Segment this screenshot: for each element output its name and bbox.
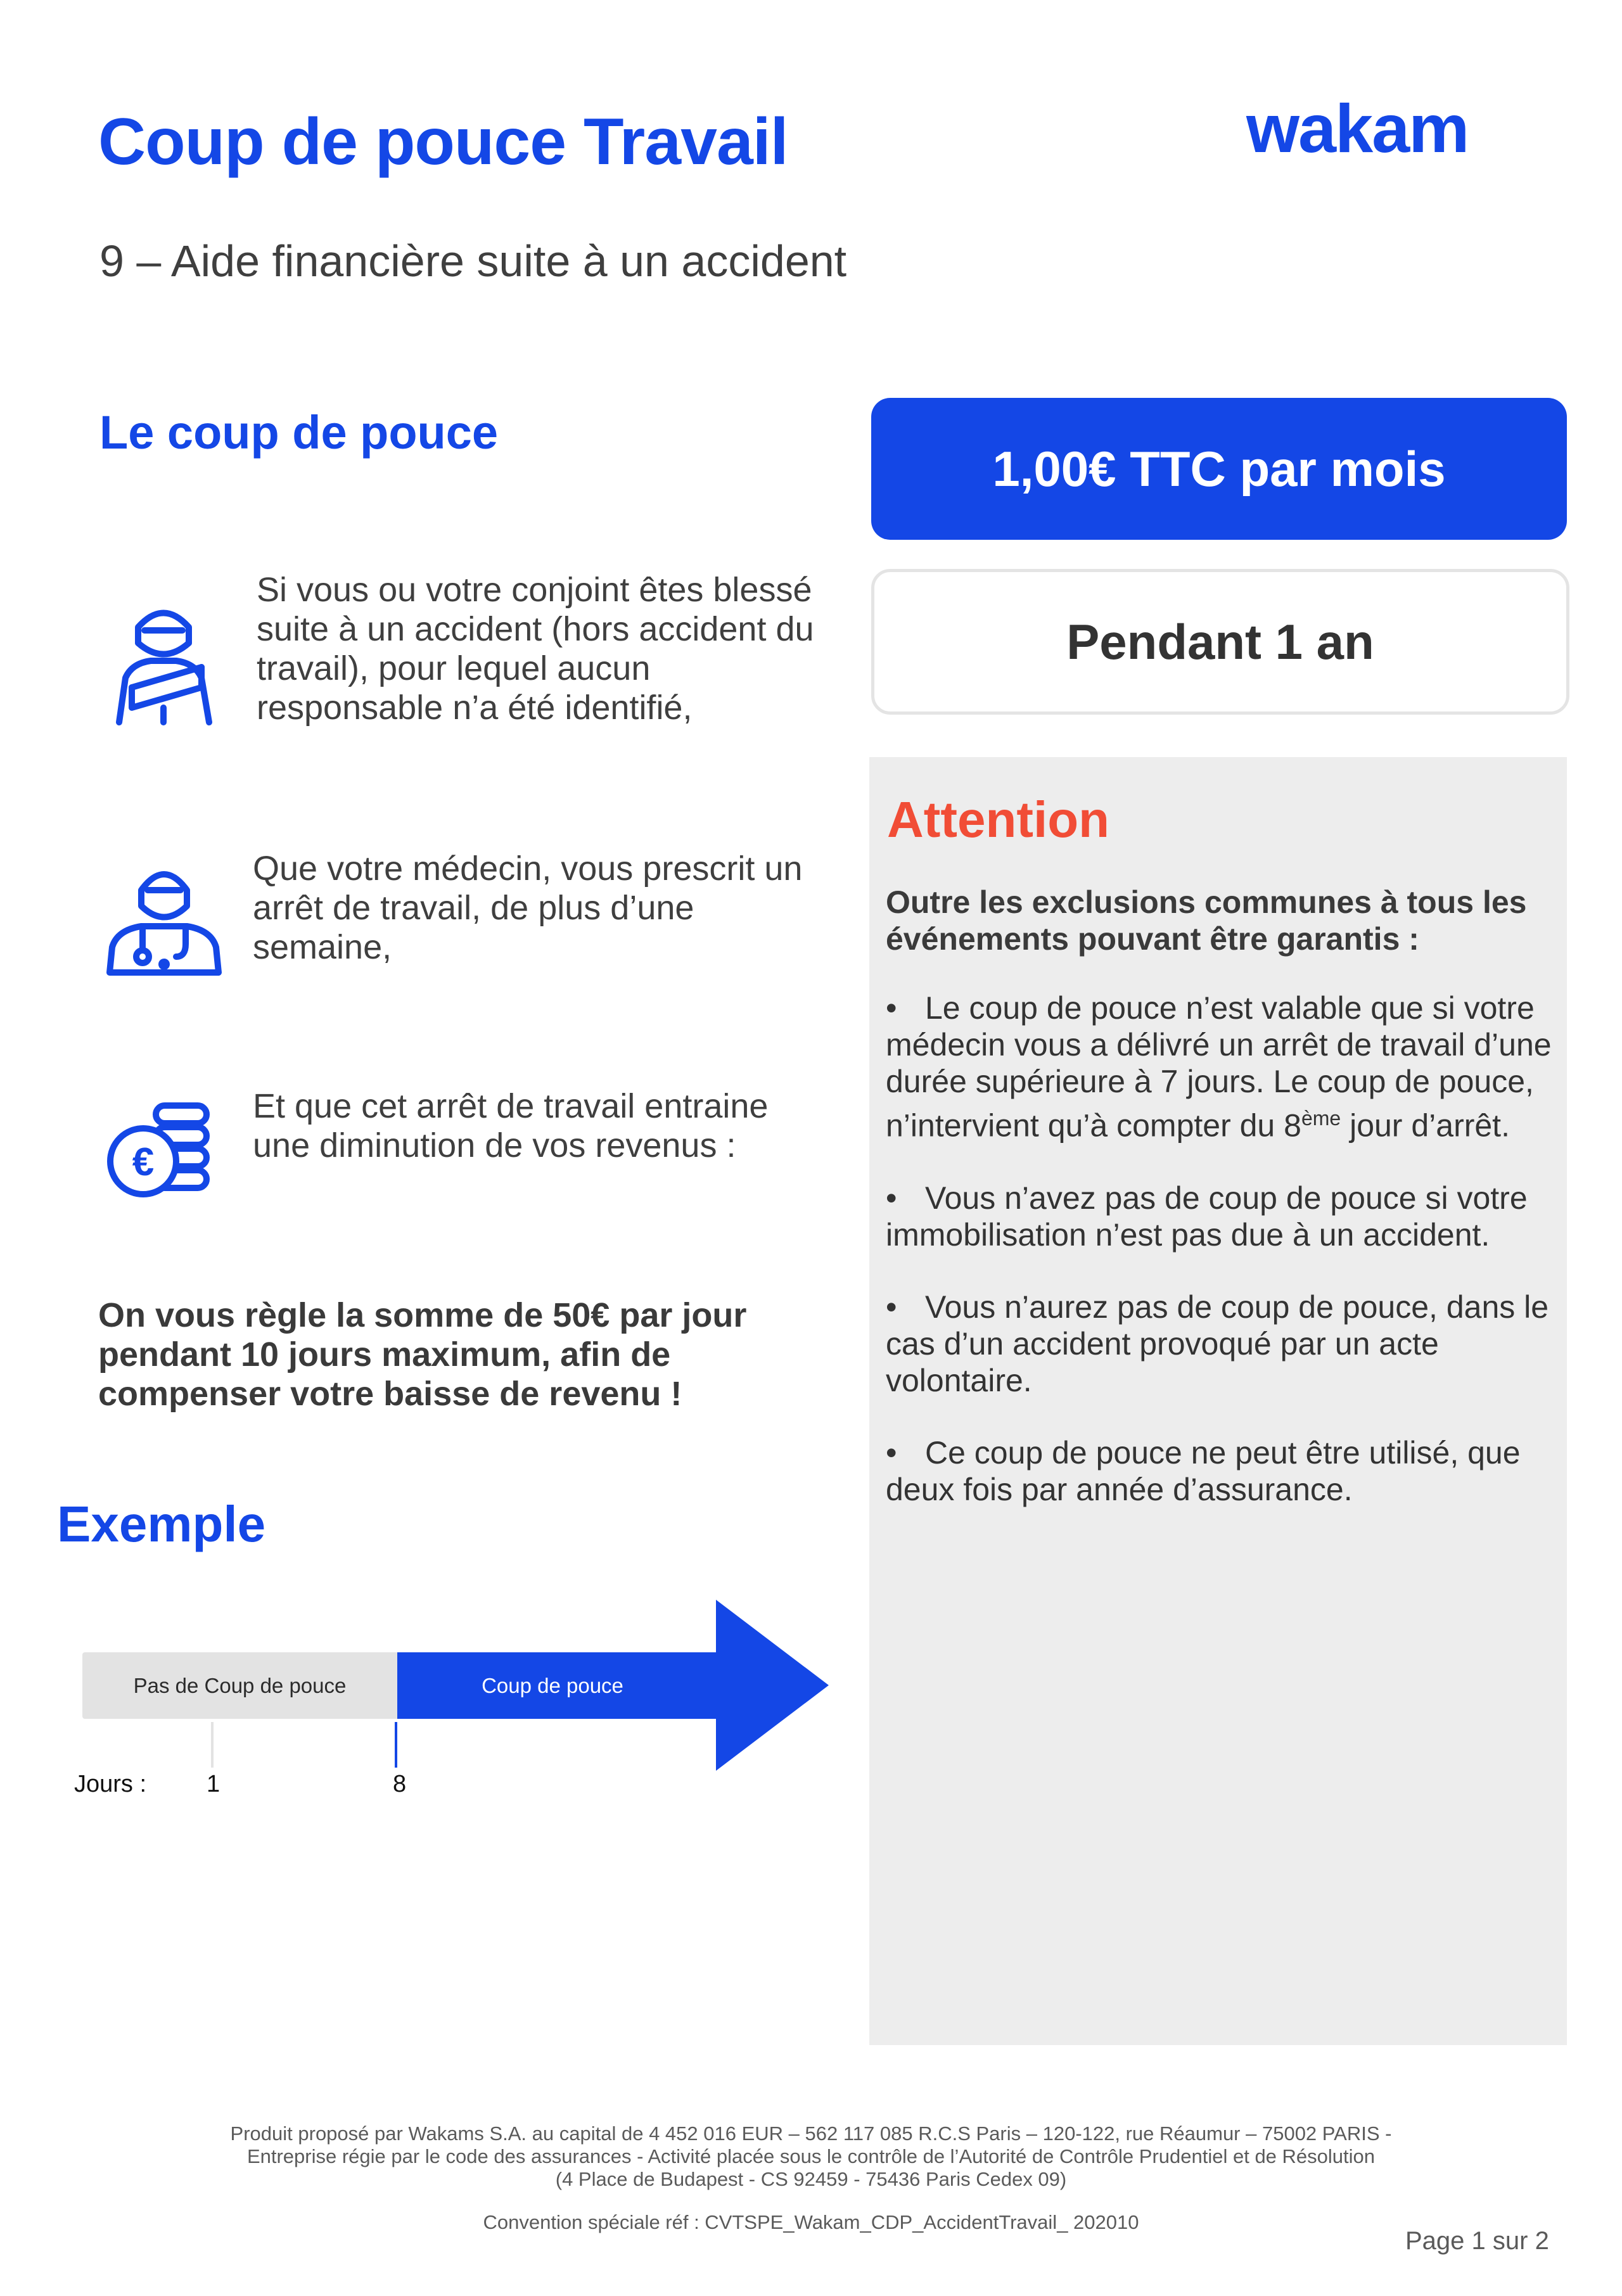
condition-income-text: Et que cet arrêt de travail entraine une diminution de vos revenus :: [253, 1087, 769, 1164]
list-item: • Le coup de pouce n’est valable que si votre médecin vous a délivré un arrêt de travail d’une durée supérieure à 7 jours. Le coup de pouce, n’intervient qu’à compter du 8ème jour d’arrêt.: [886, 990, 1552, 1144]
svg-text:€: €: [132, 1140, 155, 1184]
bullet-icon: •: [886, 990, 897, 1026]
page-title: Coup de pouce Travail: [98, 105, 788, 179]
list-item: • Vous n’aurez pas de coup de pouce, dans le cas d’un accident provoqué par un acte volontaire.: [886, 1289, 1549, 1398]
legal-line-2: Entreprise régie par le code des assurances - Activité placée sous le contrôle de l’Autorité de Contrôle Prudentiel et de Résolution: [246, 2145, 1376, 2167]
attention-intro: Outre les exclusions communes à tous les événements pouvant être garantis :: [886, 884, 1527, 957]
bullet-icon: •: [886, 1434, 897, 1470]
page-subtitle: 9 – Aide financière suite à un accident: [99, 236, 847, 286]
duration-text: Pendant 1 an: [1066, 613, 1374, 670]
timeline-days-label: Jours :: [74, 1771, 147, 1797]
wakam-logo: [1245, 89, 1530, 171]
page-number: Page 1 sur 2: [1405, 2227, 1549, 2255]
attention-title: Attention: [887, 791, 1110, 848]
timeline-day-1: 1: [207, 1771, 220, 1797]
legal-line-3: (4 Place de Budapest - CS 92459 - 75436 Paris Cedex 09): [555, 2168, 1067, 2190]
bullet-icon: •: [886, 1289, 897, 1325]
section-title-coup-de-pouce: Le coup de pouce: [99, 406, 499, 459]
timeline-no-coverage-label: Pas de Coup de pouce: [133, 1673, 347, 1697]
doctor-icon: [103, 855, 225, 977]
logo-text: wakam: [1246, 90, 1469, 167]
condition-accident-text: Si vous ou votre conjoint êtes blessé suite à un accident (hors accident du travail), pour lequel aucun responsable n’a été identifié,: [257, 571, 814, 727]
convention-reference: Convention spéciale réf : CVTSPE_Wakam_CDP_AccidentTravail_ 202010: [483, 2211, 1139, 2233]
injured-person-arm-sling-icon: [106, 592, 220, 729]
price-text: 1,00€ TTC par mois: [992, 440, 1446, 497]
list-item: • Ce coup de pouce ne peut être utilisé, que deux fois par année d’assurance.: [886, 1434, 1521, 1507]
exclusions-list: [886, 990, 1561, 1543]
duration-box: [871, 569, 1569, 715]
legal-footer: [146, 2122, 1476, 2191]
timeline-day-8: 8: [393, 1771, 407, 1797]
timeline-tick-day-1: [211, 1722, 214, 1768]
timeline-tick-day-8: [395, 1722, 397, 1768]
timeline-coverage-label: Coup de pouce: [482, 1673, 623, 1697]
example-title: Exemple: [57, 1496, 266, 1552]
benefit-summary: On vous règle la somme de 50€ par jour pendant 10 jours maximum, afin de compenser votre baisse de revenu !: [98, 1296, 747, 1413]
legal-line-1: Produit proposé par Wakams S.A. au capital de 4 452 016 EUR – 562 117 085 R.C.S Paris – 120-122, rue Réaumur – 75002 PARIS -: [230, 2122, 1392, 2145]
bullet-icon: •: [886, 1180, 897, 1216]
euro-coins-icon: [106, 1099, 213, 1201]
condition-doctor-text: Que votre médecin, vous prescrit un arrêt de travail, de plus d’une semaine,: [253, 850, 803, 966]
price-box: [871, 398, 1567, 540]
list-item: • Vous n’avez pas de coup de pouce si votre immobilisation n’est pas due à un accident.: [886, 1180, 1528, 1253]
